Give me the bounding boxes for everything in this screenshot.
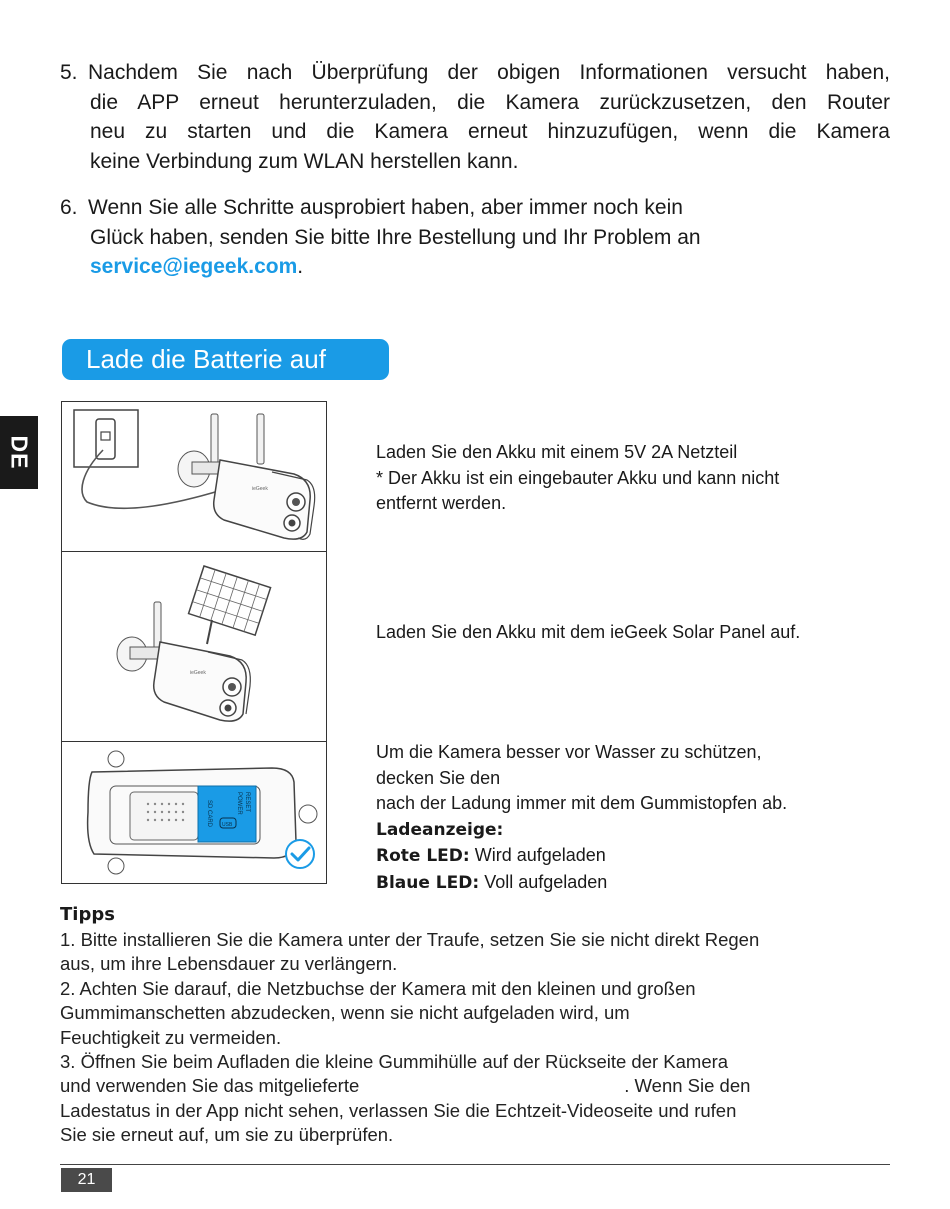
step-line: Glück haben, senden Sie bitte Ihre Bestellung und Ihr Problem an — [90, 225, 701, 249]
blue-led-text: Voll aufgeladen — [484, 871, 608, 892]
tips-body — [60, 928, 920, 1148]
desc-line: decken Sie den — [376, 767, 501, 788]
solar-charging-text — [376, 620, 896, 646]
step-number: 5. — [60, 61, 78, 84]
adapter-charging-illustration — [61, 401, 327, 552]
step-line: die APP erneut herunterzuladen, die Kamera zurückzusetzen, den Router — [90, 90, 890, 114]
tips-line: 3. Öffnen Sie beim Aufladen die kleine Gummihülle auf der Rückseite der Kamera — [60, 1051, 729, 1073]
port-cover-illustration — [61, 741, 327, 884]
solar-charging-illustration — [61, 551, 327, 742]
desc-line: nach der Ladung immer mit dem Gummistopfen ab. — [376, 793, 788, 813]
step-line: neu zu starten und die Kamera erneut hinzuzufügen, wenn die Kamera — [90, 120, 890, 143]
tips-line: Gummimanschetten abzudecken, wenn sie nicht aufgeladen wird, um — [60, 1002, 630, 1024]
camera-brand-label: ieGeek — [252, 486, 268, 492]
red-led-label: Rote LED: — [376, 846, 470, 866]
tips-line: 1. Bitte installieren Sie die Kamera unter der Traufe, setzen Sie sie nicht direkt Regen — [60, 929, 760, 950]
port-cover-text — [376, 740, 896, 896]
step-line: keine Verbindung zum WLAN herstellen kann. — [90, 149, 519, 173]
desc-line: * Der Akku ist ein eingebauter Akku und kann nicht — [376, 467, 780, 488]
desc-line: entfernt werden. — [376, 493, 507, 513]
footer-divider — [60, 1164, 890, 1165]
tips-line: Feuchtigkeit zu vermeiden. — [60, 1026, 282, 1048]
blue-led-label: Blaue LED: — [376, 872, 480, 893]
tips-line: aus, um ihre Lebensdauer zu verlängern. — [60, 953, 398, 975]
desc-line: Laden Sie den Akku mit dem ieGeek Solar Panel auf. — [376, 622, 801, 642]
section-title: Lade die Batterie auf — [62, 339, 389, 380]
email-suffix: . — [297, 255, 304, 278]
page-number: 21 — [61, 1168, 112, 1192]
step-line: Wenn Sie alle Schritte ausprobiert haben, aber immer noch kein — [88, 196, 683, 219]
step-6 — [60, 193, 890, 282]
reset-label: RESET — [244, 792, 250, 813]
red-led-text: Wird aufgeladen — [474, 845, 606, 865]
usb-label: USB — [222, 822, 233, 828]
tips-line: 2. Achten Sie darauf, die Netzbuchse der Kamera mit den kleinen und großen — [60, 977, 696, 999]
indicator-title: Ladeanzeige: — [376, 819, 504, 840]
language-tab — [0, 416, 38, 489]
tips-line: Ladestatus in der App nicht sehen, verlassen Sie die Echtzeit-Videoseite und rufen — [60, 1099, 737, 1121]
desc-line: Laden Sie den Akku mit einem 5V 2A Netzteil — [376, 442, 738, 462]
support-email-link[interactable]: service@iegeek.com — [90, 255, 298, 278]
tips-line: und verwenden Sie das mitgelieferte — [60, 1075, 360, 1097]
camera-brand-label: ieGeek — [190, 670, 206, 676]
tips-line: Sie sie erneut auf, um sie zu überprüfen. — [60, 1124, 394, 1146]
language-tab-label: DE — [6, 435, 33, 470]
desc-line: Um die Kamera besser vor Wasser zu schützen, — [376, 742, 762, 762]
tips-line: . Wenn Sie den — [624, 1075, 751, 1097]
sd-card-label: SD CARD — [206, 800, 212, 828]
adapter-charging-text — [376, 440, 896, 517]
step-5 — [60, 58, 890, 176]
power-label: POWER — [236, 792, 242, 815]
step-number: 6. — [60, 196, 78, 219]
tips-title: Tipps — [60, 904, 115, 925]
step-line: Nachdem Sie nach Überprüfung der obigen Informationen versucht haben, — [88, 61, 890, 84]
